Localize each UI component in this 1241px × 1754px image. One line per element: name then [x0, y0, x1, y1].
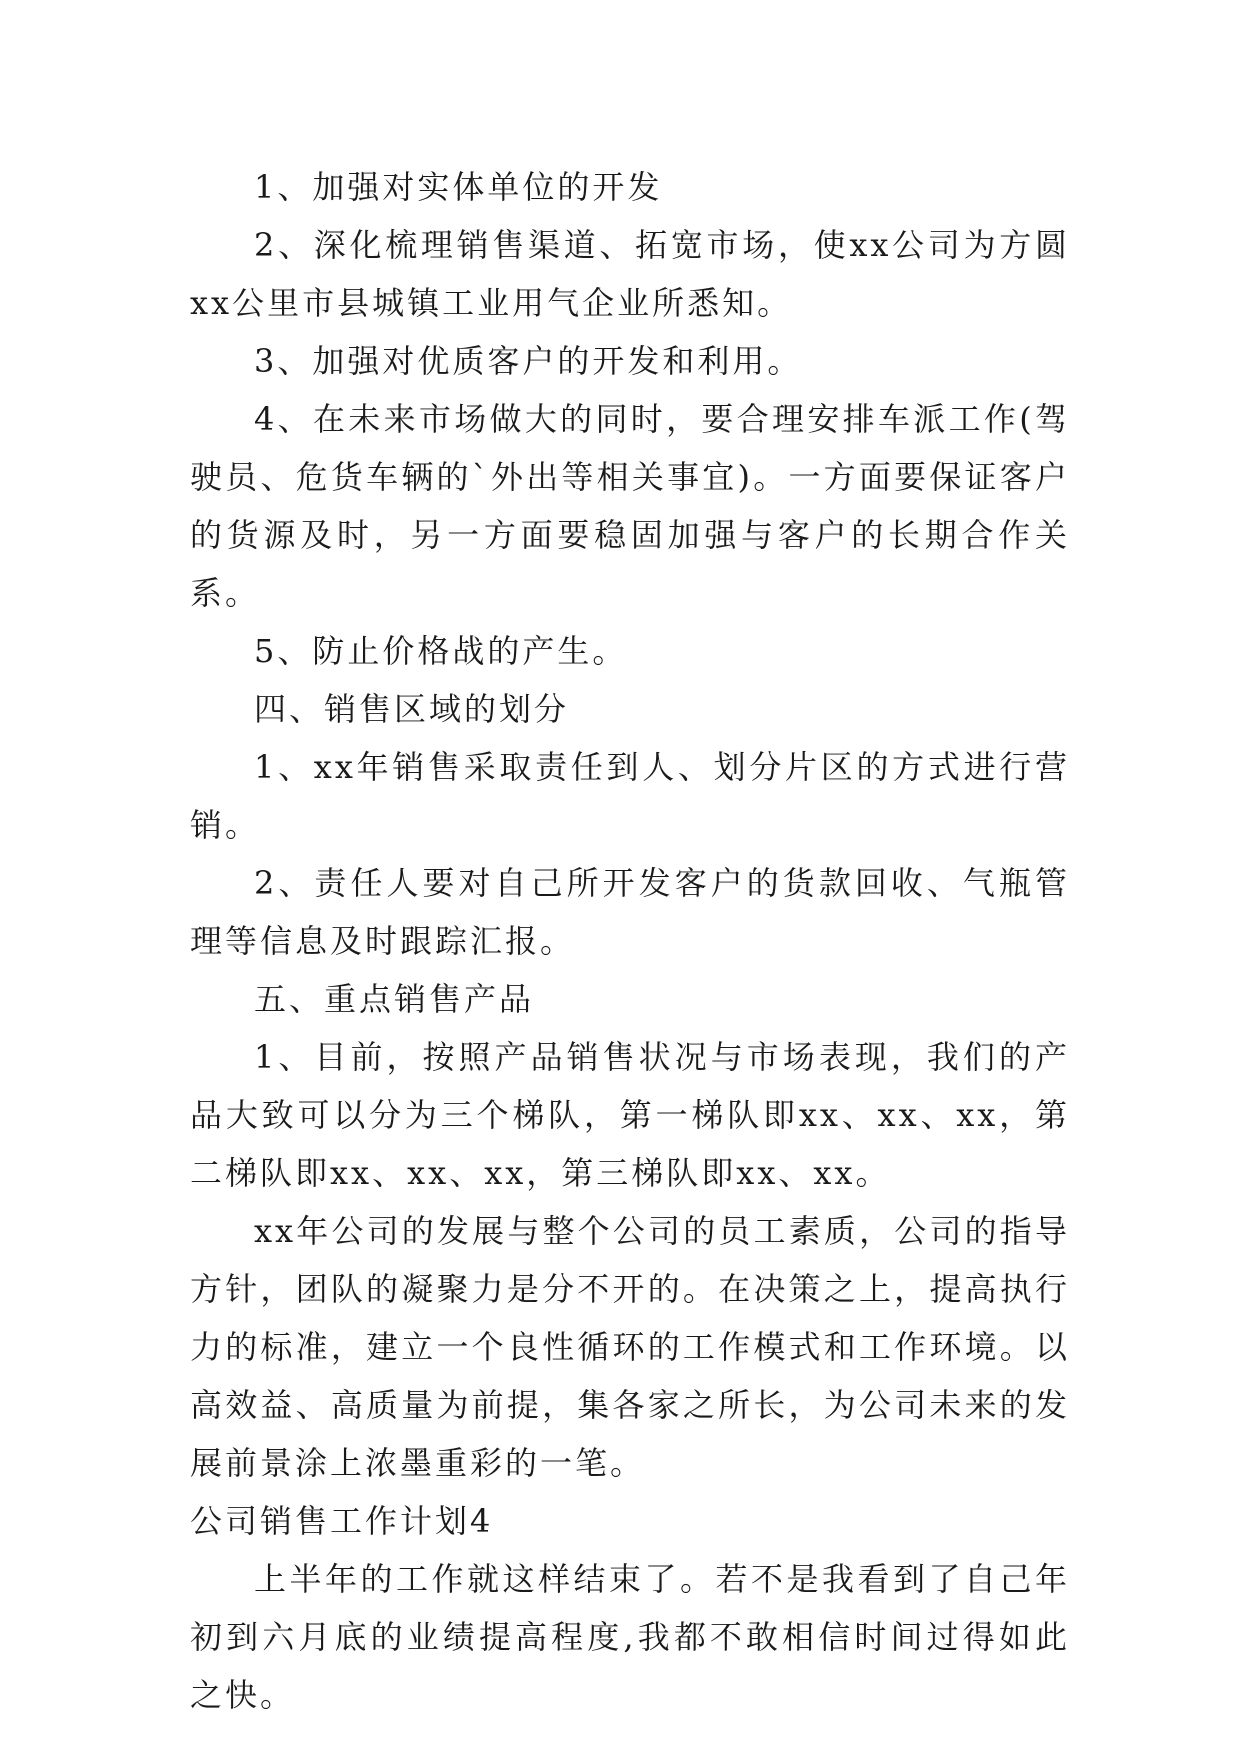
paragraph: 2、深化梳理销售渠道、拓宽市场，使xx公司为方圆xx公里市县城镇工业用气企业所悉知。	[190, 226, 1070, 322]
document-body	[190, 158, 1070, 1724]
subsection-heading: 四、销售区域的划分	[254, 690, 570, 728]
section-heading: 公司销售工作计划4	[190, 1502, 494, 1540]
paragraph: 1、加强对实体单位的开发	[254, 168, 663, 206]
subsection-heading: 五、重点销售产品	[254, 980, 535, 1018]
paragraph: 2、责任人要对自己所开发客户的货款回收、气瓶管理等信息及时跟踪汇报。	[190, 864, 1070, 960]
paragraph: 1、目前，按照产品销售状况与市场表现，我们的产品大致可以分为三个梯队，第一梯队即xx、xx、xx，第二梯队即xx、xx、xx，第三梯队即xx、xx。	[190, 1038, 1070, 1192]
paragraph: 3、加强对优质客户的开发和利用。	[254, 342, 803, 380]
paragraph: 4、在未来市场做大的同时，要合理安排车派工作(驾驶员、危货车辆的`外出等相关事宜)。一方面要保证客户的货源及时，另一方面要稳固加强与客户的长期合作关系。	[190, 400, 1070, 612]
paragraph: 5、防止价格战的产生。	[254, 632, 628, 670]
paragraph: 1、xx年销售采取责任到人、划分片区的方式进行营销。	[190, 748, 1070, 844]
paragraph: xx年公司的发展与整个公司的员工素质，公司的指导方针，团队的凝聚力是分不开的。在决策之上，提高执行力的标准，建立一个良性循环的工作模式和工作环境。以高效益、高质量为前提，集各家之所长，为公司未来的发展前景涂上浓墨重彩的一笔。	[190, 1212, 1070, 1482]
paragraph: 上半年的工作就这样结束了。若不是我看到了自己年初到六月底的业绩提高程度,我都不敢相信时间过得如此之快。	[190, 1560, 1070, 1714]
